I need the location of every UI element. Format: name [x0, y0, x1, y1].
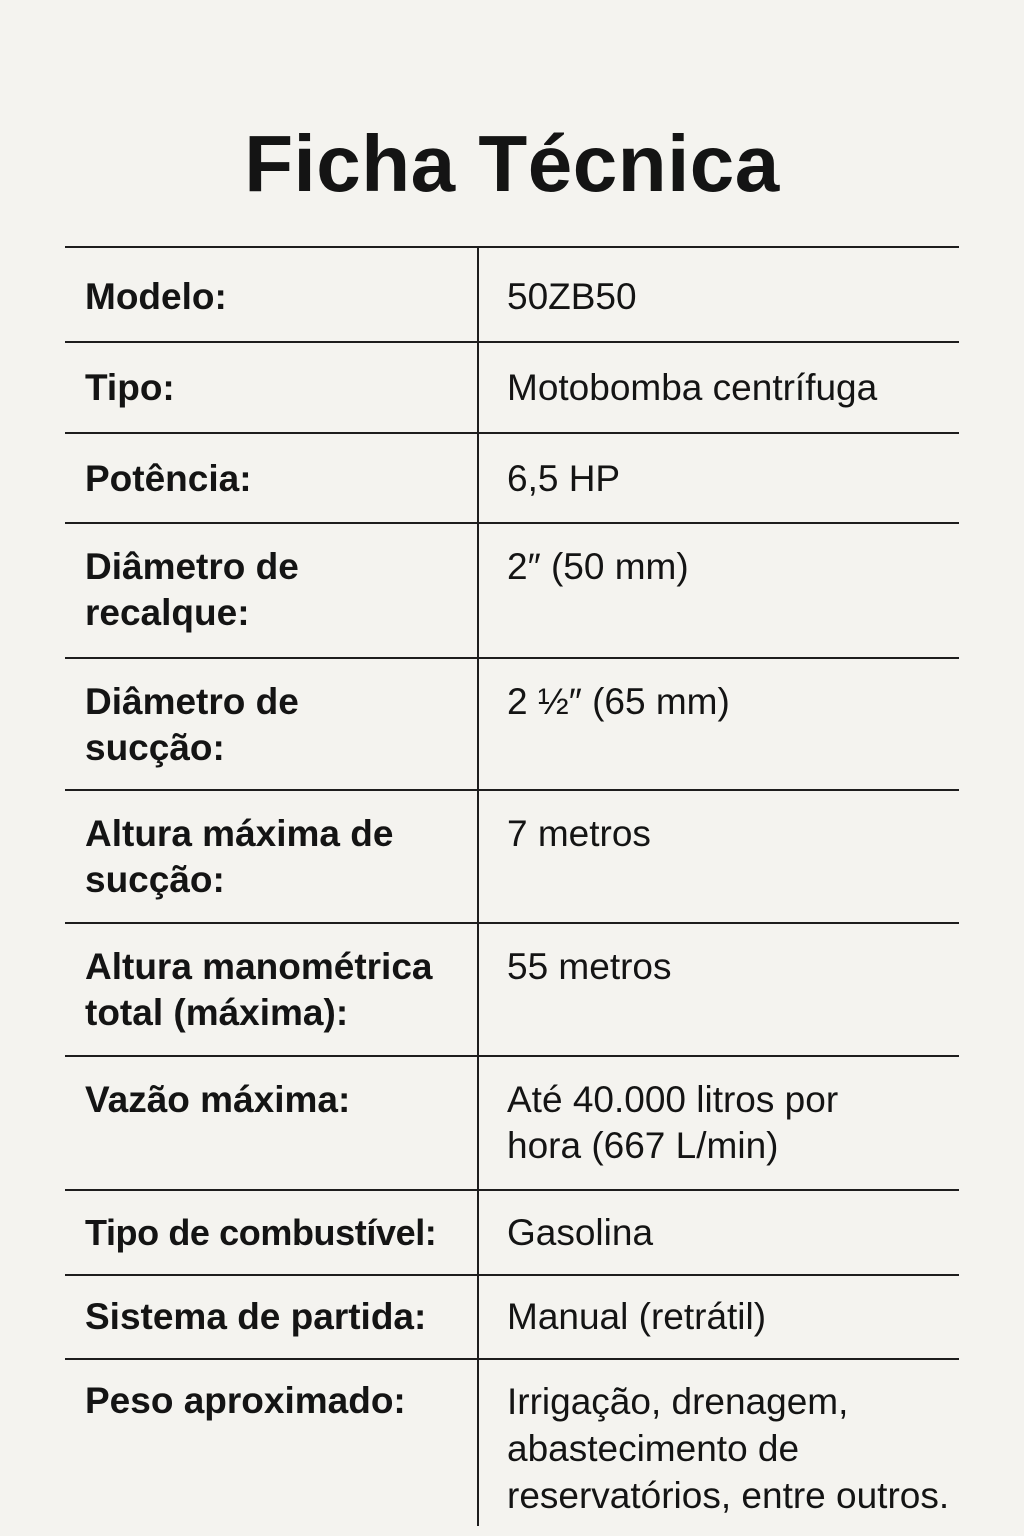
- spec-value: Manual (retrátil): [507, 1296, 767, 1337]
- spec-label: Tipo:: [65, 343, 479, 432]
- spec-value: Motobomba centrífuga: [507, 367, 878, 408]
- spec-row-potencia: [65, 434, 959, 524]
- spec-row-altura-succao: [65, 791, 959, 924]
- spec-row-tipo: [65, 343, 959, 434]
- spec-row-peso: [65, 1360, 959, 1526]
- spec-value: Até 40.000 litros por hora (667 L/min): [507, 1079, 839, 1166]
- spec-row-diametro-recalque: [65, 524, 959, 659]
- spec-label: Vazão máxima:: [65, 1057, 479, 1189]
- spec-label: Altura manométrica total (máxima):: [65, 924, 479, 1055]
- spec-row-diametro-succao: [65, 659, 959, 791]
- spec-value: 50ZB50: [507, 276, 637, 317]
- spec-label: Altura máxima de sucção:: [65, 791, 479, 922]
- spec-label: Diâmetro de sucção:: [65, 659, 479, 789]
- spec-value: Gasolina: [507, 1212, 654, 1253]
- spec-value: 6,5 HP: [507, 458, 621, 499]
- spec-label: Tipo de combustível:: [65, 1191, 479, 1274]
- spec-row-altura-manometrica: [65, 924, 959, 1057]
- spec-row-modelo: [65, 248, 959, 343]
- spec-label: Sistema de partida:: [65, 1276, 479, 1358]
- spec-row-partida: [65, 1276, 959, 1360]
- spec-row-combustivel: [65, 1191, 959, 1276]
- spec-label: Peso aproximado:: [65, 1360, 479, 1526]
- spec-value: 2″ (50 mm): [507, 546, 689, 587]
- spec-value: 55 metros: [507, 946, 672, 987]
- spec-row-vazao: [65, 1057, 959, 1191]
- spec-value: Irrigação, drenagem, abastecimento de reservatórios, entre outros.: [507, 1381, 950, 1516]
- spec-value: 7 metros: [507, 813, 651, 854]
- spec-table: [65, 246, 959, 1526]
- spec-label: Diâmetro de recalque:: [65, 524, 479, 657]
- spec-value: 2 ½″ (65 mm): [507, 681, 730, 722]
- spec-label: Potência:: [65, 434, 479, 522]
- page-title: Ficha Técnica: [244, 119, 780, 208]
- spec-label: Modelo:: [65, 248, 479, 341]
